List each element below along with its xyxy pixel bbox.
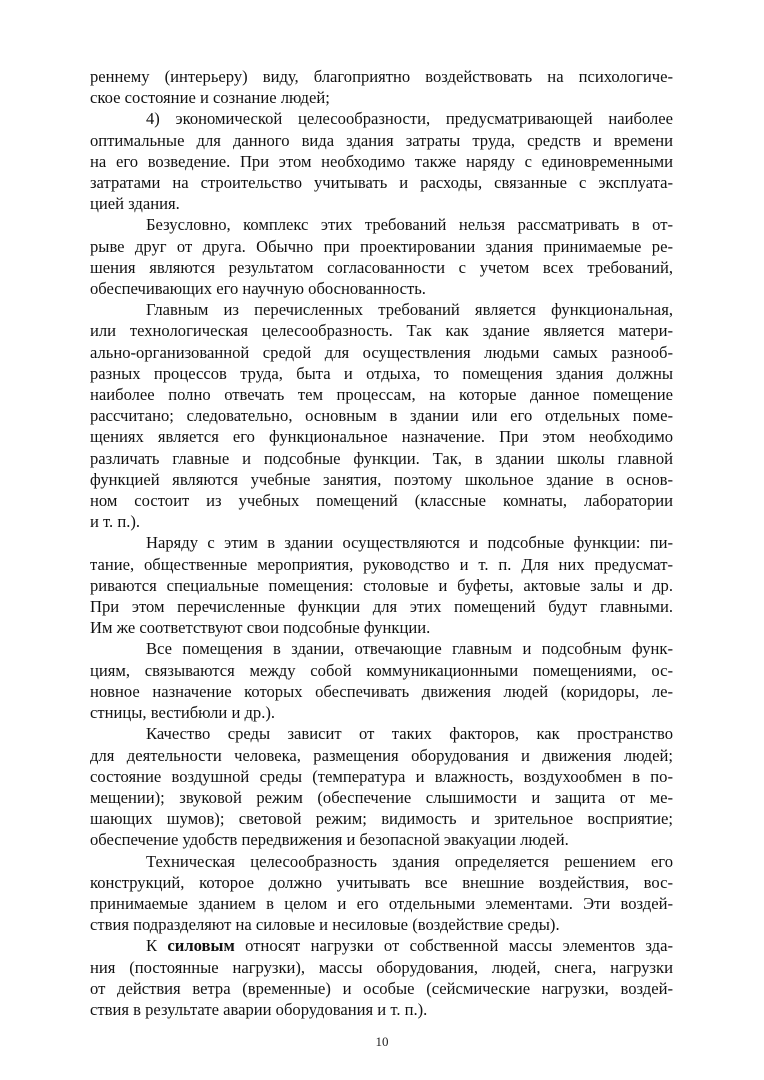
text-line: шения являются результатом согласованности с учетом всех требований, [90,257,673,277]
text-line: ном состоит из учебных помещений (классные комнаты, лаборатории [90,491,673,511]
paragraph [90,214,673,299]
text-line: Главным из перечисленных требований является функциональная, [146,300,673,320]
text-line: рыве друг от друга. Обычно при проектировании здания принимаемые ре- [90,236,673,256]
text-line: обеспечение удобств передвижения и безопасной эвакуации людей. [90,830,569,850]
text-line: различать главные и подсобные функции. Так, в здании школы главной [90,448,673,468]
text-line: ально-организованной средой для осуществления людьми самых разнооб- [90,342,673,362]
text-line: для деятельности человека, размещения оборудования и движения людей; [90,745,673,765]
text-line: наиболее полно отвечать тем процессам, на которые данное помещение [90,385,673,405]
text-line: мещении); звуковой режим (обеспечение слышимости и защита от ме- [90,787,673,807]
text-line: функцией являются учебные занятия, поэтому школьное здание в основ- [90,469,673,489]
text-line: новное назначение которых обеспечивать движения людей (коридоры, ле- [90,681,673,701]
paragraph [90,723,673,850]
paragraph [90,108,673,214]
document-page [90,66,673,1026]
page-number: 10 [375,1034,389,1049]
text-line: затратами на строительство учитывать и расходы, связанные с эксплуата- [90,173,673,193]
text-line: от действия ветра (временные) и особые (сейсмические нагрузки, воздей- [90,978,673,998]
text-line: риваются специальные помещения: столовые и буфеты, актовые залы и др. [90,575,673,595]
text-line: циям, связываются между собой коммуникационными помещениями, ос- [90,660,673,680]
text-line: Безусловно, комплекс этих требований нельзя рассматривать в от- [146,215,673,235]
bold-term: силовым [167,936,235,956]
text-rest: относят нагрузки от собственной массы элементов зда- [234,936,673,956]
text-line: оптимальные для данного вида здания затраты труда, средств и времени [90,130,673,150]
text-line: ния (постоянные нагрузки), массы оборудования, людей, снега, нагрузки [90,957,673,977]
paragraph [90,532,673,638]
text-line: или технологическая целесообразность. Так как здание является матери- [90,321,673,341]
text-line: ское состояние и сознание людей; [90,88,330,108]
text-line: состояние воздушной среды (температура и влажность, воздухообмен в по- [90,766,673,786]
text-line: щениях является его функциональное назначение. При этом необходимо [90,427,673,447]
text-line: обеспечивающих его научную обоснованность. [90,279,426,299]
text-line: Наряду с этим в здании осуществляются и подсобные функции: пи- [146,533,673,553]
text-line: принимаемые зданием в целом и его отдельными элементами. Эти воздей- [90,893,673,913]
text-line: ствия подразделяют на силовые и несиловые (воздействие среды). [90,915,560,935]
text-line: Все помещения в здании, отвечающие главным и подсобным функ- [146,639,673,659]
text-line: 4) экономической целесообразности, предусматривающей наиболее [146,109,673,129]
body-text [90,66,673,935]
text-line: ствия в результате аварии оборудования и т. п.). [90,999,428,1019]
text-line: тание, общественные мероприятия, руководство и т. п. Для них предусмат- [90,554,673,574]
paragraph [90,66,673,108]
text-line: стницы, вестибюли и др.). [90,703,276,723]
text-line: на его возведение. При этом необходимо также наряду с единовременными [90,151,673,171]
paragraph [90,851,673,936]
text-line: реннему (интерьеру) виду, благоприятно воздействовать на психологиче- [90,67,673,86]
text-line: цией здания. [90,194,180,214]
text-line [90,935,673,956]
text-line: Им же соответствуют свои подсобные функции. [90,618,431,638]
paragraph-load-types [90,935,673,1020]
text-line: При этом перечисленные функции для этих помещений будут главными. [90,597,673,617]
text-line: шающих шумов); световой режим; видимость и зрительное восприятие; [90,809,673,829]
text-line: и т. п.). [90,512,141,532]
text-line: разных процессов труда, быта и отдыха, то помещения здания должны [90,363,673,383]
text-line: рассчитано; следовательно, основным в здании или его отдельных поме- [90,406,673,426]
text-line: Качество среды зависит от таких факторов, как пространство [146,724,673,744]
text-line: Техническая целесообразность здания определяется решением его [146,851,673,871]
text-prefix: К [146,936,168,956]
paragraph [90,638,673,723]
paragraph [90,299,673,532]
text-line: конструкций, которое должно учитывать все внешние воздействия, вос- [90,872,673,892]
